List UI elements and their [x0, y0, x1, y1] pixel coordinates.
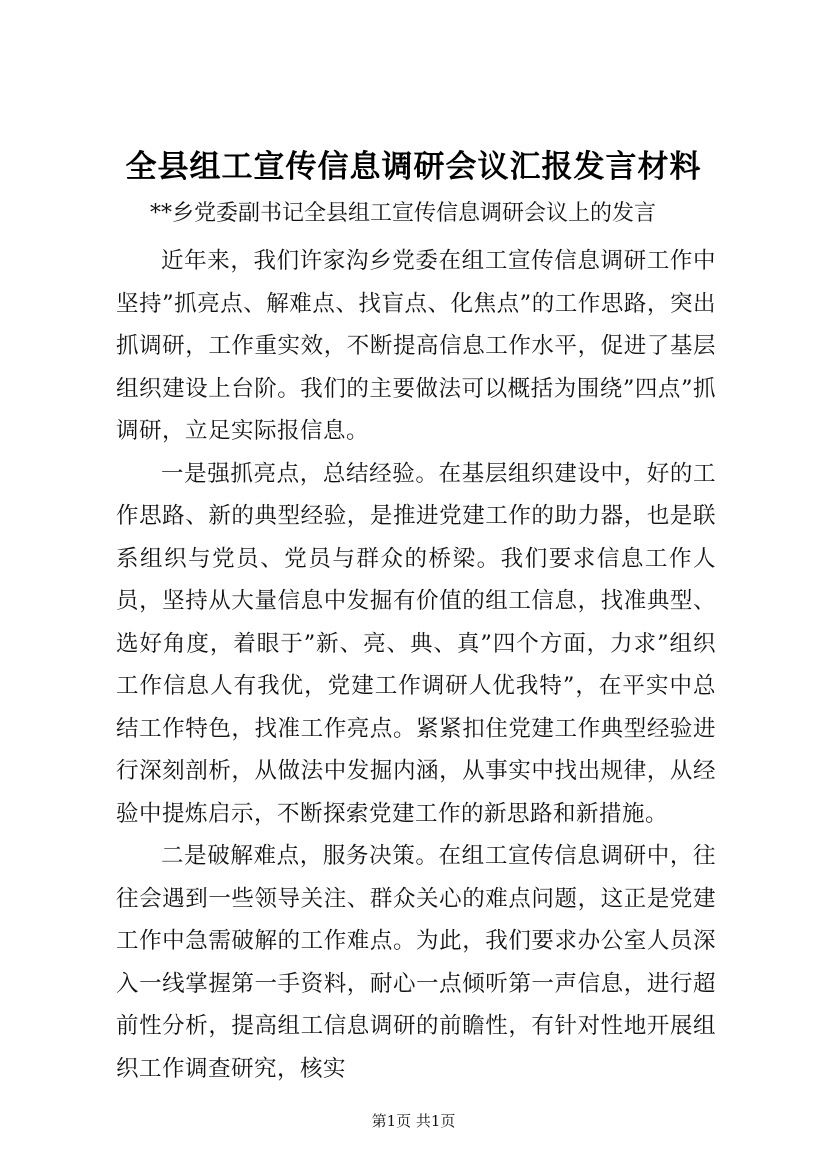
paragraph-point-one: 一是强抓亮点，总结经验。在基层组织建设中，好的工作思路、新的典型经验，是推进党建工作的助力器，也是联系组织与党员、党员与群众的桥梁。我们要求信息工作人员，坚持从大量信息中发掘有价值的组工信息，找准典型、选好角度，着眼于”新、亮、典、真”四个方面，力求”组织工作信息人有我优，党建工作调研人优我特”，在平实中总结工作特色，找准工作亮点。紧紧扣住党建工作典型经验进行深刻剖析，从做法中发掘内涵，从事实中找出规律，从经验中提炼启示，不断探索党建工作的新思路和新措施。	[116, 460, 716, 827]
paragraph-intro: 近年来，我们许家沟乡党委在组工宣传信息调研工作中坚持”抓亮点、解难点、找盲点、化焦点”的工作思路，突出抓调研，工作重实效，不断提高信息工作水平，促进了基层组织建设上台阶。我们的主要做法可以概括为围绕”四点”抓调研，立足实际报信息。	[116, 248, 716, 444]
paragraph-point-two: 二是破解难点，服务决策。在组工宣传信息调研中，往往会遇到一些领导关注、群众关心的难点问题，这正是党建工作中急需破解的工作难点。为此，我们要求办公室人员深入一线掌握第一手资料，耐心一点倾听第一声信息，进行超前性分析，提高组工信息调研的前瞻性，有针对性地开展组织工作调查研究，核实	[116, 843, 716, 1082]
document-subtitle: **乡党委副书记全县组工宣传信息调研会议上的发言	[150, 201, 657, 226]
document-title: 全县组工宣传信息调研会议汇报发言材料	[125, 149, 702, 185]
document-body	[116, 240, 716, 1090]
page-footer: 第1页 共1页	[371, 1112, 456, 1130]
